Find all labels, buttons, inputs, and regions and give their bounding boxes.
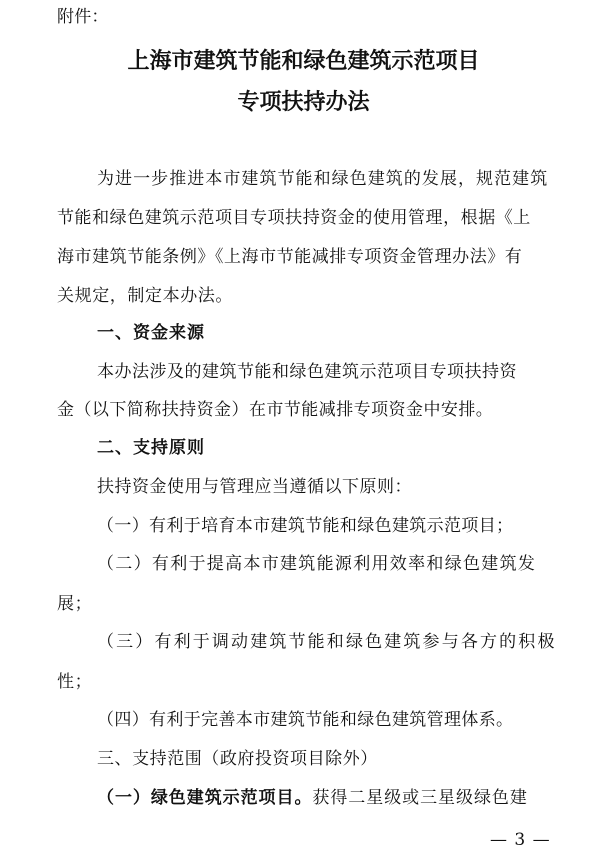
intro-paragraph-line-4: 关规定，制定本办法。 xyxy=(57,286,233,306)
scope-item-1-title: （一）绿色建筑示范项目。 xyxy=(97,788,313,808)
principle-item-2-line-1: （二）有利于提高本市建筑能源利用效率和绿色建筑发 xyxy=(97,554,537,574)
principle-item-4: （四）有利于完善本市建筑节能和绿色建筑管理体系。 xyxy=(97,710,514,730)
section-heading-funding-source: 一、资金来源 xyxy=(97,323,205,343)
principles-intro: 扶持资金使用与管理应当遵循以下原则： xyxy=(97,477,412,497)
principle-item-1: （一）有利于培育本市建筑节能和绿色建筑示范项目； xyxy=(97,516,514,536)
principle-item-2-line-2: 展； xyxy=(57,594,93,614)
scope-item-1 xyxy=(97,787,528,809)
attachment-label: 附件： xyxy=(57,7,109,27)
intro-paragraph-line-2: 节能和绿色建筑示范项目专项扶持资金的使用管理，根据《上 xyxy=(57,208,531,228)
principle-item-3-line-2: 性； xyxy=(57,672,93,692)
funding-paragraph-line-2: 金（以下简称扶持资金）在市节能减排专项资金中安排。 xyxy=(57,400,494,420)
page-number: — 3 — xyxy=(490,830,551,850)
intro-paragraph-line-3: 海市建筑节能条例》《上海市节能减排专项资金管理办法》有 xyxy=(57,247,523,267)
document-title-line-1: 上海市建筑节能和绿色建筑示范项目 xyxy=(127,49,480,74)
funding-paragraph-line-1: 本办法涉及的建筑节能和绿色建筑示范项目专项扶持资 xyxy=(97,362,517,382)
scope-item-1-text: 获得二星级或三星级绿色建 xyxy=(312,788,528,808)
section-heading-support-scope: 三、支持范围（政府投资项目除外） xyxy=(97,749,378,769)
document-title-line-2: 专项扶持办法 xyxy=(237,90,370,115)
section-heading-support-principles: 二、支持原则 xyxy=(97,438,205,458)
intro-paragraph-line-1: 为进一步推进本市建筑节能和绿色建筑的发展，规范建筑 xyxy=(97,169,549,189)
principle-item-3-line-1: （三）有利于调动建筑节能和绿色建筑参与各方的积极 xyxy=(97,632,557,652)
